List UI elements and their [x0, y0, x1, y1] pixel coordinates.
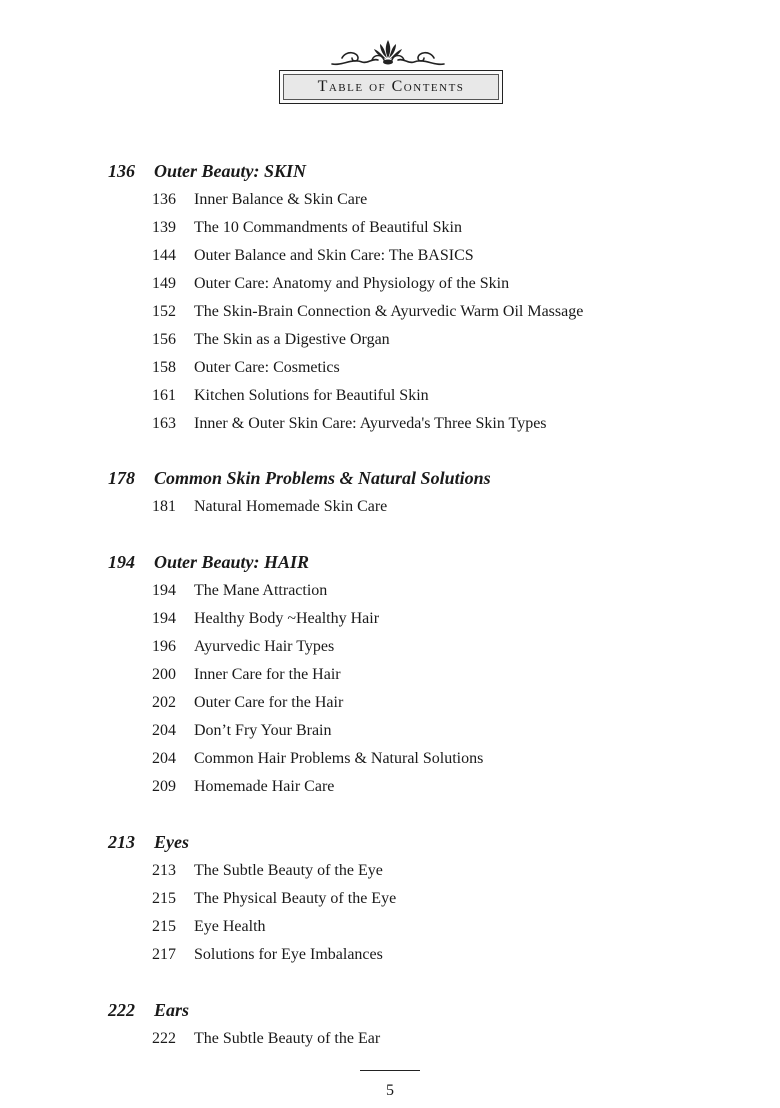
entry-title: The Subtle Beauty of the Eye	[194, 862, 383, 879]
entry-title: Inner Balance & Skin Care	[194, 191, 368, 208]
entry-title: Inner Care for the Hair	[194, 666, 341, 683]
toc-entry[interactable]	[152, 913, 266, 941]
toc-entry[interactable]	[152, 186, 367, 214]
toc-entry[interactable]	[152, 270, 509, 298]
page-title: Table of Contents	[317, 78, 465, 95]
entry-title: Healthy Body ~Healthy Hair	[194, 610, 380, 627]
entry-page-number: 204	[152, 750, 176, 767]
entry-title: Outer Care: Cosmetics	[194, 359, 340, 376]
entry-title: The Mane Attraction	[194, 582, 328, 599]
toc-entry[interactable]	[152, 885, 396, 913]
entry-page-number: 158	[152, 359, 176, 376]
toc-entry[interactable]	[152, 1025, 380, 1053]
toc-entry[interactable]	[152, 326, 390, 354]
table-of-contents-header	[279, 70, 503, 104]
section-title: Outer Beauty: SKIN	[154, 161, 307, 181]
toc-entry[interactable]	[152, 689, 343, 717]
toc-entry[interactable]	[152, 382, 429, 410]
entry-page-number: 156	[152, 331, 176, 348]
entry-title: The Skin-Brain Connection & Ayurvedic Warm Oil Massage	[194, 303, 584, 320]
toc-entry[interactable]	[152, 577, 327, 605]
entry-page-number: 136	[152, 191, 176, 208]
entry-page-number: 215	[152, 918, 176, 935]
toc-entry[interactable]	[152, 605, 379, 633]
toc-entry[interactable]	[152, 773, 334, 801]
entry-page-number: 194	[152, 582, 176, 599]
footer-rule	[360, 1070, 420, 1071]
entry-title: Common Hair Problems & Natural Solutions	[194, 750, 484, 767]
toc-entry[interactable]	[152, 298, 583, 326]
entry-page-number: 163	[152, 415, 176, 432]
entry-page-number: 209	[152, 778, 176, 795]
toc-section-heading[interactable]	[108, 828, 189, 856]
section-page-number: 213	[108, 832, 135, 852]
entry-page-number: 202	[152, 694, 176, 711]
entry-page-number: 217	[152, 946, 176, 963]
entry-page-number: 181	[152, 498, 176, 515]
entry-title: Solutions for Eye Imbalances	[194, 946, 383, 963]
entry-page-number: 200	[152, 666, 176, 683]
toc-entry[interactable]	[152, 214, 462, 242]
entry-title: Homemade Hair Care	[194, 778, 335, 795]
entry-title: The Skin as a Digestive Organ	[194, 331, 390, 348]
entry-page-number: 222	[152, 1030, 176, 1047]
entry-page-number: 152	[152, 303, 176, 320]
toc-section-heading[interactable]	[108, 464, 491, 492]
entry-page-number: 194	[152, 610, 176, 627]
toc-entry[interactable]	[152, 717, 332, 745]
toc-entry[interactable]	[152, 493, 387, 521]
entry-title: The Subtle Beauty of the Ear	[194, 1030, 381, 1047]
section-page-number: 136	[108, 161, 135, 181]
entry-page-number: 215	[152, 890, 176, 907]
entry-title: Don’t Fry Your Brain	[194, 722, 332, 739]
section-title: Ears	[154, 1000, 190, 1020]
toc-entry[interactable]	[152, 745, 483, 773]
section-page-number: 222	[108, 1000, 135, 1020]
entry-page-number: 149	[152, 275, 176, 292]
entry-title: The Physical Beauty of the Eye	[194, 890, 397, 907]
entry-page-number: 139	[152, 219, 176, 236]
entry-page-number: 204	[152, 722, 176, 739]
section-page-number: 178	[108, 468, 135, 488]
toc-section-heading[interactable]	[108, 996, 189, 1024]
toc-entry[interactable]	[152, 410, 547, 438]
section-page-number: 194	[108, 552, 135, 572]
entry-title: Natural Homemade Skin Care	[194, 498, 388, 515]
entry-page-number: 161	[152, 387, 176, 404]
entry-page-number: 196	[152, 638, 176, 655]
toc-section-heading[interactable]	[108, 548, 309, 576]
toc-entry[interactable]	[152, 354, 340, 382]
entry-title: Ayurvedic Hair Types	[194, 638, 335, 655]
entry-page-number: 213	[152, 862, 176, 879]
entry-title: Kitchen Solutions for Beautiful Skin	[194, 387, 429, 404]
page-number: 5	[386, 1082, 394, 1099]
entry-title: Outer Care: Anatomy and Physiology of the Skin	[194, 275, 510, 292]
entry-title: Outer Balance and Skin Care: The BASICS	[194, 247, 474, 264]
fleuron-ornament-icon	[328, 36, 448, 70]
toc-entry[interactable]	[152, 661, 341, 689]
toc-entry[interactable]	[152, 941, 383, 969]
toc-entry[interactable]	[152, 633, 334, 661]
toc-entry[interactable]	[152, 242, 474, 270]
section-title: Eyes	[154, 832, 189, 852]
entry-title: Outer Care for the Hair	[194, 694, 344, 711]
section-title: Outer Beauty: HAIR	[154, 552, 310, 572]
entry-title: Inner & Outer Skin Care: Ayurveda's Three Skin Types	[194, 415, 547, 432]
entry-title: The 10 Commandments of Beautiful Skin	[194, 219, 462, 236]
section-title: Common Skin Problems & Natural Solutions	[154, 468, 491, 488]
entry-title: Eye Health	[194, 918, 266, 935]
entry-page-number: 144	[152, 247, 176, 264]
toc-entry[interactable]	[152, 857, 383, 885]
toc-section-heading[interactable]	[108, 157, 306, 185]
